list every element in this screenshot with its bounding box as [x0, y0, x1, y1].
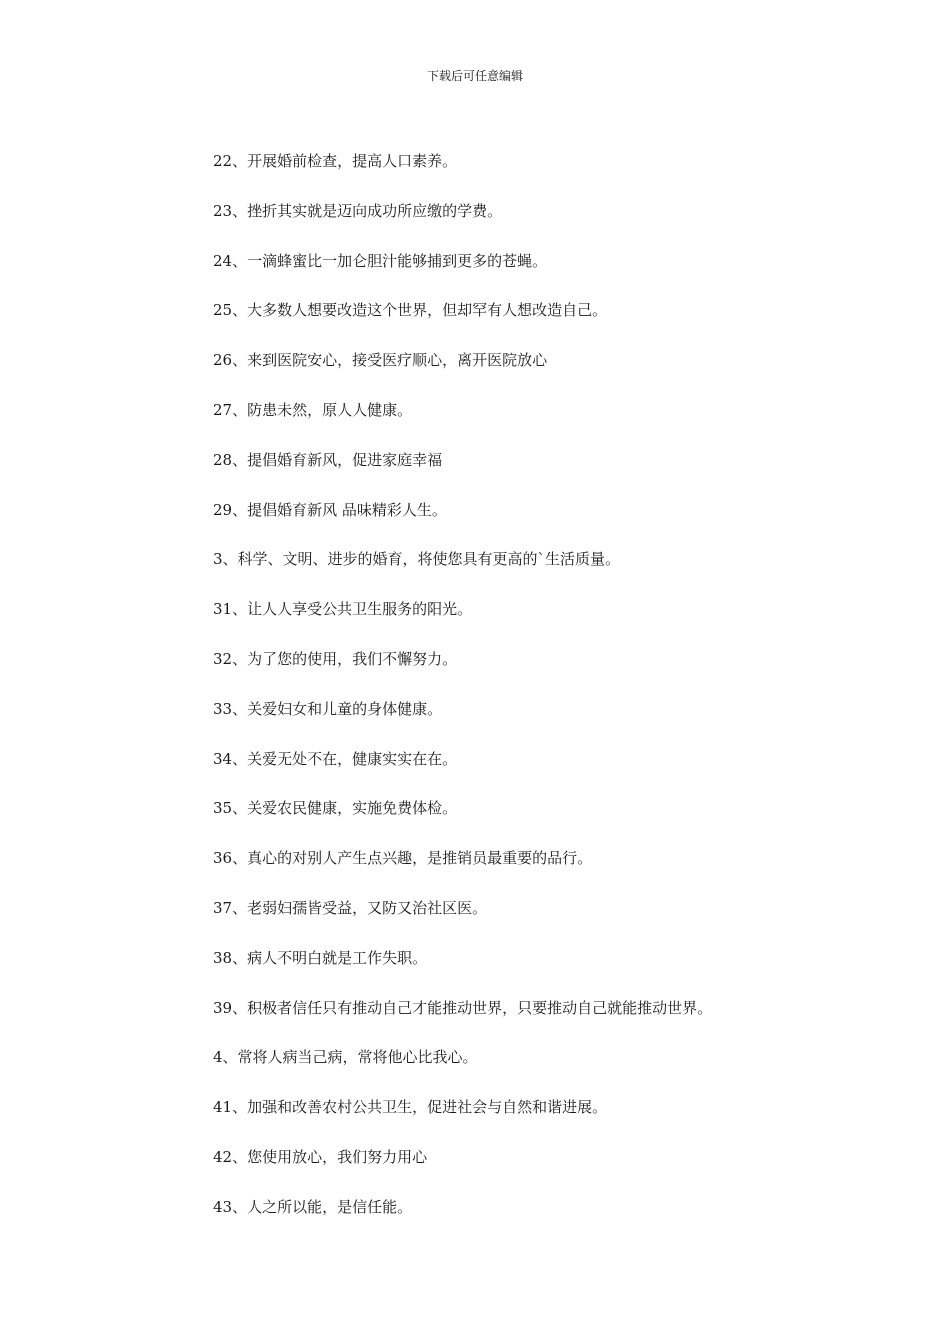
list-item: 22、开展婚前检查，提高人口素养。	[213, 152, 458, 170]
list-item: 39、积极者信任只有推动自己才能推动世界，只要推动自己就能推动世界。	[213, 998, 713, 1017]
list-item: 37、老弱妇孺皆受益，又防又治社区医。	[213, 898, 488, 917]
list-item: 4、常将人病当己病，常将他心比我心。	[213, 1048, 478, 1067]
slogan-list	[213, 148, 712, 1244]
page-header: 下载后可任意编辑	[426, 69, 523, 83]
list-item: 28、提倡婚育新风，促进家庭幸福	[213, 450, 443, 469]
list-item: 42、您使用放心，我们努力用心	[213, 1147, 428, 1166]
list-item: 36、真心的对别人产生点兴趣，是推销员最重要的品行。	[213, 849, 593, 868]
list-item: 26、来到医院安心，接受医疗顺心，离开医院放心	[213, 351, 548, 370]
list-item: 34、关爱无处不在，健康实实在在。	[213, 749, 458, 768]
list-item: 43、人之所以能，是信任能。	[213, 1197, 413, 1216]
list-item: 23、挫折其实就是迈向成功所应缴的学费。	[213, 201, 503, 220]
list-item: 25、大多数人想要改造这个世界，但却罕有人想改造自己。	[213, 301, 608, 320]
list-item: 29、提倡婚育新风 品味精彩人生。	[213, 500, 447, 519]
list-item: 27、防患未然，原人人健康。	[213, 400, 413, 419]
list-item: 3、科学、文明、进步的婚育，将使您具有更高的`生活质量。	[213, 550, 621, 569]
list-item: 24、一滴蜂蜜比一加仑胆汁能够捕到更多的苍蝇。	[213, 251, 548, 270]
list-item: 35、关爱农民健康，实施免费体检。	[213, 799, 458, 818]
list-item: 41、加强和改善农村公共卫生，促进社会与自然和谐进展。	[213, 1098, 608, 1117]
list-item: 38、病人不明白就是工作失职。	[213, 948, 428, 967]
list-item: 33、关爱妇女和儿童的身体健康。	[213, 699, 443, 718]
list-item: 32、为了您的使用，我们不懈努力。	[213, 649, 458, 668]
list-item: 31、让人人享受公共卫生服务的阳光。	[213, 600, 473, 619]
